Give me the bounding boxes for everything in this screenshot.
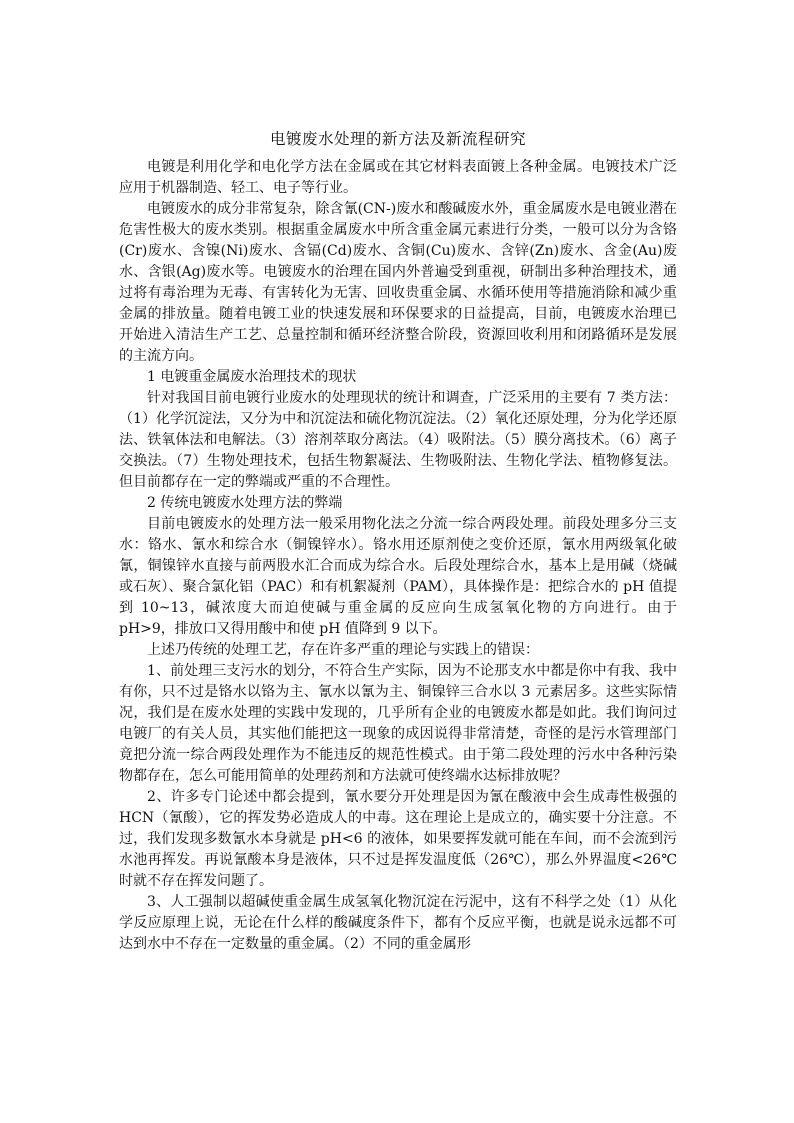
paragraph-error-1: 1、前处理三支污水的划分，不符合生产实际，因为不论那支水中都是你中有我、我中有你，只不过是铬水以铬为主、氰水以氰为主、铜镍锌三合水以 3 元素居多。这些实际情况，我们是在废水处理的实践中发现的，几乎所有企业的电镀废水都是如此。我们询问过电镀厂的有关人员，其实他们能把这一现象的成因说得非常清楚，奇怪的是污水管理部门竟把分流一综合两段处理作为不能违反的规范性模式。由于第二段处理的污水中各种污染物都存在，怎么可能用简单的处理药剂和方法就可使终端水达标排放呢？: [119, 663, 677, 784]
paragraph-error-2: 2、许多专门论述中都会提到，氰水要分开处理是因为氰在酸液中会生成毒性极强的 HCN（氰酸），它的挥发势必造成人的中毒。这在理论上是成立的，确实要十分注意。不过，我们发现多数氰水本身就是 pH<6 的液体，如果要挥发就可能在车间，而不会流到污水池再挥发。再说氰酸本身是液体，只不过是挥发温度低（26℃），那么外界温度<26℃时就不存在挥发问题了。: [119, 789, 677, 889]
paragraph-composition: 电镀废水的成分非常复杂，除含氰(CN-)废水和酸碱废水外，重金属废水是电镀业潜在危害性极大的废水类别。根据重金属废水中所含重金属元素进行分类，一般可以分为含铬(Cr)废水、含镍(Ni)废水、含镉(Cd)废水、含铜(Cu)废水、含锌(Zn)废水、含金(Au)废水、含银(Ag)废水等。电镀废水的治理在国内外普遍受到重视，研制出多种治理技术，通过将有毒治理为无毒、有害转化为无害、回收贵重金属、水循环使用等措施消除和减少重金属的排放量。随着电镀工业的快速发展和环保要求的日益提高，目前，电镀废水治理已开始进入清洁生产工艺、总量控制和循环经济整合阶段，资源回收利用和闭路循环是发展的主流方向。: [119, 201, 677, 364]
paragraph-intro: 电镀是利用化学和电化学方法在金属或在其它材料表面镀上各种金属。电镀技术广泛应用于机器制造、轻工、电子等行业。: [119, 159, 677, 196]
paragraph-traditional-process: 目前电镀废水的处理方法一般采用物化法之分流一综合两段处理。前段处理多分三支水：铬水、氰水和综合水（铜镍锌水）。铬水用还原剂使之变价还原，氰水用两级氧化破氰，铜镍锌水直接与前两股水汇合而成为综合水。后段处理综合水，基本上是用碱（烧碱或石灰）、聚合氯化铝（PAC）和有机絮凝剂（PAM），具体操作是：把综合水的 pH 值提到 10~13，碱浓度大而迫使碱与重金属的反应向生成氢氧化物的方向进行。由于 pH>9，排放口又得用酸中和使 pH 值降到 9 以下。: [119, 516, 677, 637]
paragraph-error-3: 3、人工强制以超碱使重金属生成氢氧化物沉淀在污泥中，这有不科学之处（1）从化学反应原理上说，无论在什么样的酸碱度条件下，都有个反应平衡，也就是说永远都不可达到水中不存在一定数量的重金属。（2）不同的重金属形: [119, 894, 677, 952]
document-title: 电镀废水处理的新方法及新流程研究: [269, 130, 526, 148]
document-body: [119, 128, 677, 955]
section-heading-2: 2 传统电镀废水处理方法的弊端: [147, 495, 343, 511]
paragraph-current-methods: 针对我国目前电镀行业废水的处理现状的统计和调查，广泛采用的主要有 7 类方法：（1）化学沉淀法，又分为中和沉淀法和硫化物沉淀法。（2）氧化还原处理，分为化学还原法、铁氧体法和电解法。（3）溶剂萃取分离法。（4）吸附法。（5）膜分离技术。（6）离子交换法。（7）生物处理技术，包括生物絮凝法、生物吸附法、生物化学法、植物修复法。但目前都存在一定的弊端或严重的不合理性。: [119, 390, 677, 490]
section-heading-1: 1 电镀重金属废水治理技术的现状: [147, 369, 357, 385]
paragraph-errors-intro: 上述乃传统的处理工艺，存在许多严重的理论与实践上的错误：: [147, 642, 539, 658]
